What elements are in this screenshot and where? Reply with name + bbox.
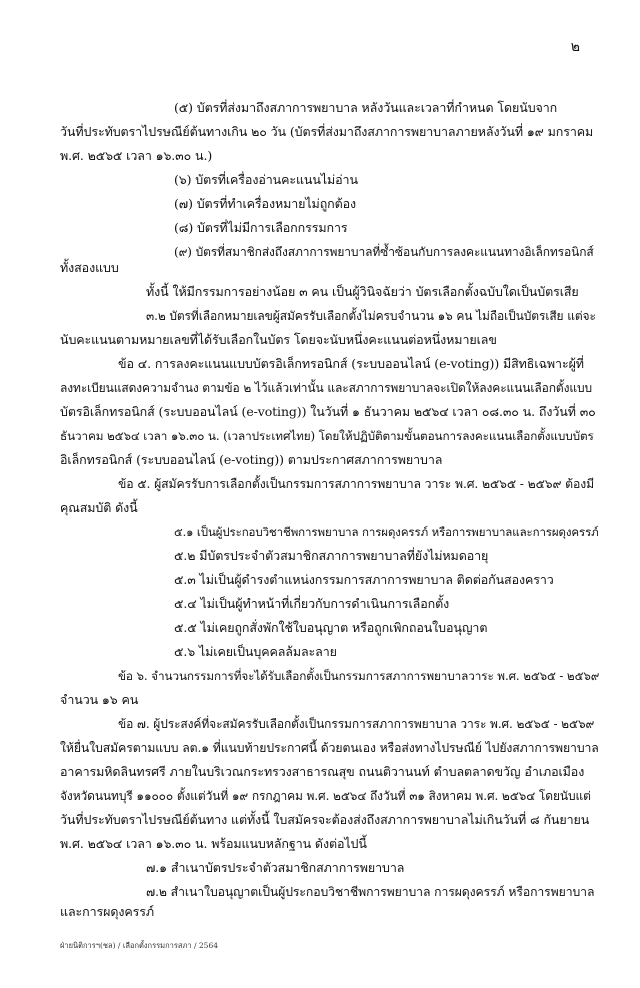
- text-line: ทั้งนี้ ให้มีกรรมการอย่างน้อย ๓ คน เป็นผู้วินิจฉัยว่า บัตรเลือกตั้งฉบับใดเป็นบัตรเสีย: [146, 284, 579, 299]
- text-line: วันที่ประทับตราไปรษณีย์ต้นทาง แต่ทั้งนี้ ใบสมัครจะต้องส่งถึงสภาการพยาบาลไม่เกินวันที่ ๘ กันยายน: [60, 812, 590, 827]
- text-line: (๘) บัตรที่ไม่มีการเลือกกรรมการ: [174, 220, 348, 235]
- text-line: ข้อ ๖. จำนวนกรรมการที่จะได้รับเลือกตั้งเป็นกรรมการสภาการพยาบาลวาระ พ.ศ. ๒๕๖๕ - ๒๕๖๙: [118, 669, 600, 683]
- text-line: พ.ศ. ๒๕๖๔ เวลา ๑๖.๓๐ น. พร้อมแนบหลักฐาน ดังต่อไปนี้: [60, 836, 367, 851]
- page-number: ๒: [570, 39, 580, 55]
- text-line: ข้อ ๔. การลงคะแนนแบบบัตรอิเล็กทรอนิกส์ (ระบบออนไลน์ (e-voting)) มีสิทธิเฉพาะผู้ที่: [118, 356, 584, 371]
- text-line: บัตรอิเล็กทรอนิกส์ (ระบบออนไลน์ (e-voting)) ในวันที่ ๑ ธันวาคม ๒๕๖๔ เวลา ๐๘.๓๐ น. ถึงวันที่ ๓๐: [60, 404, 596, 419]
- text-line: ธันวาคม ๒๕๖๔ เวลา ๑๖.๓๐ น. (เวลาประเทศไทย) โดยให้ปฏิบัติตามขั้นตอนการลงคะแนนเลือกตั้งแบบบัตร: [60, 429, 594, 443]
- text-line: อาคารมหิดลินทรศรี ภายในบริเวณกระทรวงสาธารณสุข ถนนติวานนท์ ตำบลตลาดขวัญ อำเภอเมือง: [60, 764, 585, 779]
- text-line: ลงทะเบียนแสดงความจำนง ตามข้อ ๒ ไว้แล้วเท่านั้น และสภาการพยาบาลจะเปิดให้ลงคะแนนเลือกตั้งแบบ: [60, 381, 593, 395]
- text-line: ๕.๑ เป็นผู้ประกอบวิชาชีพการพยาบาล การผดุงครรภ์ หรือการพยาบาลและการผดุงครรภ์: [174, 525, 599, 539]
- text-line: ข้อ ๕. ผู้สมัครรับการเลือกตั้งเป็นกรรมการสภาการพยาบาล วาระ พ.ศ. ๒๕๖๕ - ๒๕๖๙ ต้องมี: [118, 477, 595, 491]
- text-line: ๕.๕ ไม่เคยถูกสั่งพักใช้ใบอนุญาต หรือถูกเพิกถอนใบอนุญาต: [174, 620, 488, 635]
- text-line: (๖) บัตรที่เครื่องอ่านคะแนนไม่อ่าน: [174, 172, 358, 187]
- text-line: จำนวน ๑๖ คน: [60, 692, 139, 707]
- text-line: คุณสมบัติ ดังนี้: [60, 500, 138, 515]
- text-line: ทั้งสองแบบ: [60, 260, 119, 275]
- text-line: ให้ยื่นใบสมัครตามแบบ ลต.๑ ที่แนบท้ายประกาศนี้ ด้วยตนเอง หรือส่งทางไปรษณีย์ ไปยังสภาการพยาบาล: [60, 741, 599, 755]
- text-line: ๓.๒ บัตรที่เลือกหมายเลขผู้สมัครรับเลือกตั้งไม่ครบจำนวน ๑๖ คน ไม่ถือเป็นบัตรเสีย แต่จะ: [146, 309, 596, 323]
- text-line: ๕.๒ มีบัตรประจำตัวสมาชิกสภาการพยาบาลที่ยังไม่หมดอายุ: [174, 548, 489, 563]
- text-line: (๗) บัตรที่ทำเครื่องหมายไม่ถูกต้อง: [174, 196, 357, 211]
- text-line: ๕.๖ ไม่เคยเป็นบุคคลล้มละลาย: [174, 644, 337, 659]
- text-line: พ.ศ. ๒๕๖๕ เวลา ๑๖.๓๐ น.): [60, 148, 213, 163]
- text-line: (๙) บัตรที่สมาชิกส่งถึงสภาการพยาบาลที่ซ้ำซ้อนกับการลงคะแนนทางอิเล็กทรอนิกส์: [174, 245, 594, 259]
- text-line: (๕) บัตรที่ส่งมาถึงสภาการพยาบาล หลังวันและเวลาที่กำหนด โดยนับจาก: [174, 100, 558, 115]
- text-line: ๕.๔ ไม่เป็นผู้ทำหน้าที่เกี่ยวกับการดำเนินการเลือกตั้ง: [174, 596, 450, 611]
- text-line: วันที่ประทับตราไปรษณีย์ต้นทางเกิน ๒๐ วัน (บัตรที่ส่งมาถึงสภาการพยาบาลภายหลังวันที่ ๑๙ มกราคม: [60, 124, 594, 139]
- text-line: และการผดุงครรภ์: [60, 904, 155, 919]
- text-line: จังหวัดนนทบุรี ๑๑๐๐๐ ตั้งแต่วันที่ ๑๙ กรกฎาคม พ.ศ. ๒๕๖๔ ถึงวันที่ ๓๑ สิงหาคม พ.ศ. ๒๕๖๔ โดยนับแต่: [60, 789, 591, 803]
- text-line: นับคะแนนตามหมายเลขที่ได้รับเลือกในบัตร โดยจะนับหนึ่งคะแนนต่อหนึ่งหมายเลข: [60, 332, 497, 347]
- text-line: อิเล็กทรอนิกส์ (ระบบออนไลน์ (e-voting)) ตามประกาศสภาการพยาบาล: [60, 452, 443, 467]
- text-line: ๗.๒ สำเนาใบอนุญาตเป็นผู้ประกอบวิชาชีพการพยาบาล การผดุงครรภ์ หรือการพยาบาล: [146, 885, 595, 899]
- text-line: ๕.๓ ไม่เป็นผู้ดำรงตำแหน่งกรรมการสภาการพยาบาล ติดต่อกันสองคราว: [174, 572, 554, 587]
- footer-reference: ฝ่ายนิติการฯ(ชล) / เลือกตั้งกรรมการสภา / 2564: [60, 941, 218, 950]
- text-line: ข้อ ๗. ผู้ประสงค์ที่จะสมัครรับเลือกตั้งเป็นกรรมการสภาการพยาบาล วาระ พ.ศ. ๒๕๖๕ - ๒๕๖๙: [118, 717, 595, 731]
- text-line: ๗.๑ สำเนาบัตรประจำตัวสมาชิกสภาการพยาบาล: [146, 860, 405, 875]
